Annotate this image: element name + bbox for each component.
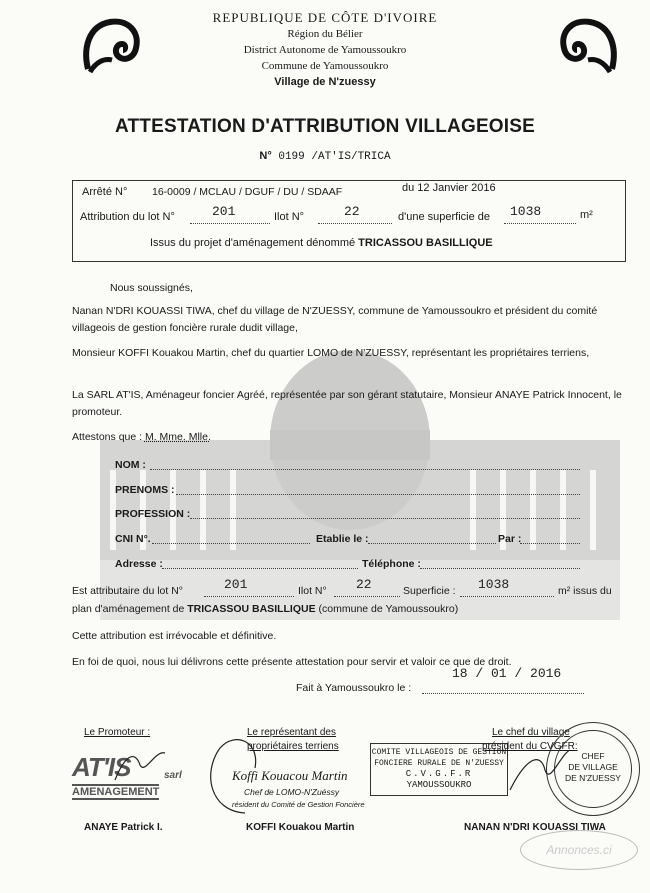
superficie-label: d'une superficie de: [398, 211, 490, 223]
promoteur-title: Le Promoteur :: [84, 727, 151, 738]
superficie-value: 1038: [510, 204, 542, 219]
round-stamp-line2: DE VILLAGE: [568, 762, 618, 772]
document-title: ATTESTATION D'ATTRIBUTION VILLAGEOISE: [114, 116, 536, 137]
arrete-date: du 12 Janvier 2016: [402, 182, 496, 194]
nom-label: NOM :: [115, 459, 146, 471]
fait-label: Fait à Yamoussoukro le :: [296, 682, 412, 694]
stamp-line1: COMITE VILLAGEOIS DE GESTION: [371, 748, 507, 757]
chef-title-2: président du CVGFR:: [482, 741, 578, 752]
stamp-line3: C.V.G.F.R: [405, 769, 473, 779]
attribution-suffix: m² issus du: [558, 585, 612, 597]
promoteur-signature-icon: [110, 745, 170, 785]
lot-label: Attribution du lot N°: [80, 211, 175, 223]
attribution-ilot-label: Ilot N°: [298, 585, 327, 597]
promoteur-logo: AT'IS: [72, 752, 131, 782]
ilot-label: Ilot N°: [274, 211, 305, 223]
header-village: Village de N'zuessy: [274, 76, 376, 88]
adresse-label: Adresse :: [115, 558, 163, 570]
rep-title-2: propriétaires terriens: [247, 741, 339, 752]
attribution-sup-label: Superficie :: [403, 585, 456, 597]
fait-dotline: [422, 683, 584, 694]
fait-date: 18 / 01 / 2016: [452, 666, 562, 681]
header-commune: Commune de Yamoussoukro: [261, 60, 389, 72]
par-field[interactable]: [520, 533, 580, 544]
attestons-line: Attestons que : M. Mme. Mlle.: [72, 431, 211, 443]
promoteur-name: ANAYE Patrick I.: [84, 822, 163, 833]
stamp-line4: YAMOUSSOUKRO: [406, 780, 472, 790]
par-label: Par :: [498, 533, 522, 545]
annonces-watermark: Annonces.ci: [520, 830, 638, 870]
chef-title-1: Le chef du village: [492, 727, 570, 738]
attribution-sup: 1038: [478, 577, 510, 592]
prenoms-field[interactable]: [176, 484, 580, 495]
lot-value: 201: [212, 204, 236, 219]
chef-name: NANAN N'DRI KOUASSI TIWA: [464, 822, 606, 833]
arrete-value: 16-0009 / MCLAU / DGUF / DU / SDAAF: [152, 186, 343, 198]
attribution-ilot: 22: [356, 577, 372, 592]
paragraph-representant: Monsieur KOFFI Kouakou Martin, chef du quartier LOMO de N'ZUESSY, représentant les propriétaires terriens,: [72, 347, 590, 359]
header-republic: REPUBLIQUE DE CÔTE D'IVOIRE: [212, 10, 438, 25]
irrevocable-text: Cette attribution est irrévocable et définitive.: [72, 630, 277, 642]
rep-signature: Koffi Kouacou Martin: [232, 768, 348, 783]
promoteur-logo-sub: AMENAGEMENT: [72, 786, 160, 798]
rep-name: KOFFI Kouakou Martin: [246, 822, 355, 833]
rep-sub2: résident du Comité de Gestion Foncière: [232, 800, 365, 809]
ilot-value: 22: [344, 204, 360, 219]
attribution-lot-dotline: [204, 586, 294, 597]
rep-title-1: Le représentant des: [247, 727, 336, 738]
profession-field[interactable]: [190, 508, 580, 519]
attribution-prefix: Est attributaire du lot N°: [72, 585, 183, 597]
adresse-field[interactable]: [162, 558, 358, 569]
rep-sub1: Chef de LOMO-N'Zuéssy: [244, 787, 340, 797]
etablie-label: Etablie le :: [316, 533, 369, 545]
attribution-line2: plan d'aménagement de TRICASSOU BASILLIQUE (commune de Yamoussoukro): [72, 603, 459, 615]
paragraph-chef-village: Nanan N'DRI KOUASSI TIWA, chef du village de N'ZUESSY, commune de Yamoussoukro et président du comité villageois de gestion foncière rurale dudit village,: [72, 305, 598, 334]
intro-text: Nous soussignés,: [110, 282, 193, 294]
projet-line: Issus du projet d'aménagement dénommé TRICASSOU BASILLIQUE: [150, 237, 493, 249]
en-foi-text: En foi de quoi, nous lui délivrons cette présente attestation pour servir et valoir ce que de droit.: [72, 656, 512, 668]
document-number: N° 0199 /AT'IS/TRICA: [259, 150, 391, 163]
paragraph-promoteur: La SARL AT'IS, Aménageur foncier Agréé, représentée par son gérant statutaire, Monsieur ANAYE Patrick Innocent, le promoteur.: [72, 389, 622, 418]
chef-signature-icon: [505, 740, 575, 800]
arrete-label: Arrêté N°: [82, 186, 128, 198]
header-region: Région du Bélier: [287, 28, 363, 40]
nom-field[interactable]: [150, 459, 580, 470]
telephone-field[interactable]: [420, 558, 580, 569]
profession-label: PROFESSION :: [115, 508, 191, 520]
round-stamp-line1: CHEF: [581, 751, 605, 761]
attribution-lot: 201: [224, 577, 248, 592]
superficie-unit: m²: [580, 209, 593, 221]
round-stamp-line3: DE N'ZUESSY: [565, 773, 621, 783]
cni-label: CNI N°.: [115, 533, 151, 545]
prenoms-label: PRENOMS :: [115, 484, 175, 496]
etablie-field[interactable]: [368, 533, 496, 544]
stamp-line2: FONCIERE RURALE DE N'ZUESSY: [374, 759, 504, 768]
promoteur-logo-sarl: sarl: [164, 770, 182, 781]
telephone-label: Téléphone :: [362, 558, 421, 570]
cni-field[interactable]: [152, 533, 310, 544]
header-district: District Autonome de Yamoussoukro: [243, 44, 407, 56]
